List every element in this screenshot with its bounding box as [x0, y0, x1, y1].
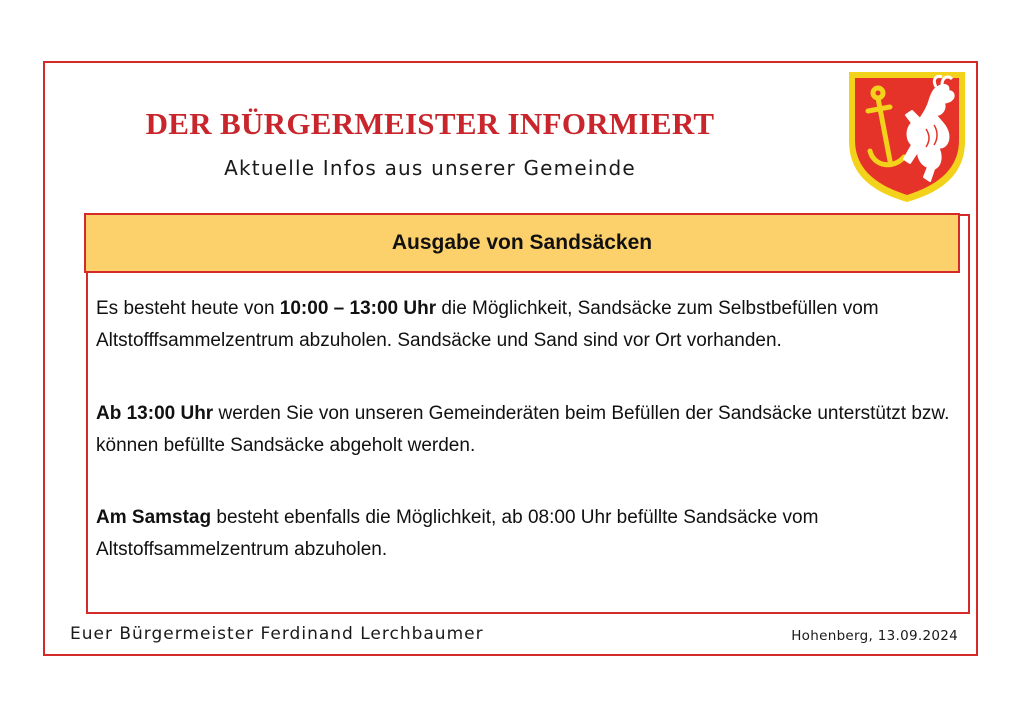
mayor-signature: Euer Bürgermeister Ferdinand Lerchbaumer [70, 624, 484, 644]
paragraph-assistance [96, 398, 956, 462]
place-date: Hohenberg, 13.09.2024 [791, 628, 958, 644]
headline-text: Ausgabe von Sandsäcken [391, 231, 653, 254]
paragraph-opening-hours [96, 293, 956, 357]
p1-text-before: Es besteht heute von [96, 298, 280, 319]
p3-text-after: besteht ebenfalls die Möglichkeit, ab 08:00 Uhr befüllte Sandsäcke vom Altstoffsammelzentrum abzuholen. [96, 507, 819, 560]
p2-text-after: werden Sie von unseren Gemeinderäten beim Befüllen der Sandsäcke unterstützt bzw. können befüllte Sandsäcke abgeholt werden. [96, 403, 950, 456]
p3-day-highlight: Am Samstag [96, 507, 212, 528]
paragraph-saturday [96, 502, 956, 566]
coat-of-arms-icon [846, 69, 968, 204]
main-title: DER BÜRGERMEISTER INFORMIERT [145, 106, 715, 141]
p2-time-highlight: Ab 13:00 Uhr [96, 403, 214, 424]
headline-bar [84, 213, 960, 273]
subtitle: Aktuelle Infos aus unserer Gemeinde [224, 156, 636, 180]
p1-text-after: die Möglichkeit, Sandsäcke zum Selbstbefüllen vom Altstofffsammelzentrum abzuholen. Sandsäcke und Sand sind vor Ort vorhanden. [96, 298, 879, 351]
p1-time-highlight: 10:00 – 13:00 Uhr [279, 298, 437, 319]
